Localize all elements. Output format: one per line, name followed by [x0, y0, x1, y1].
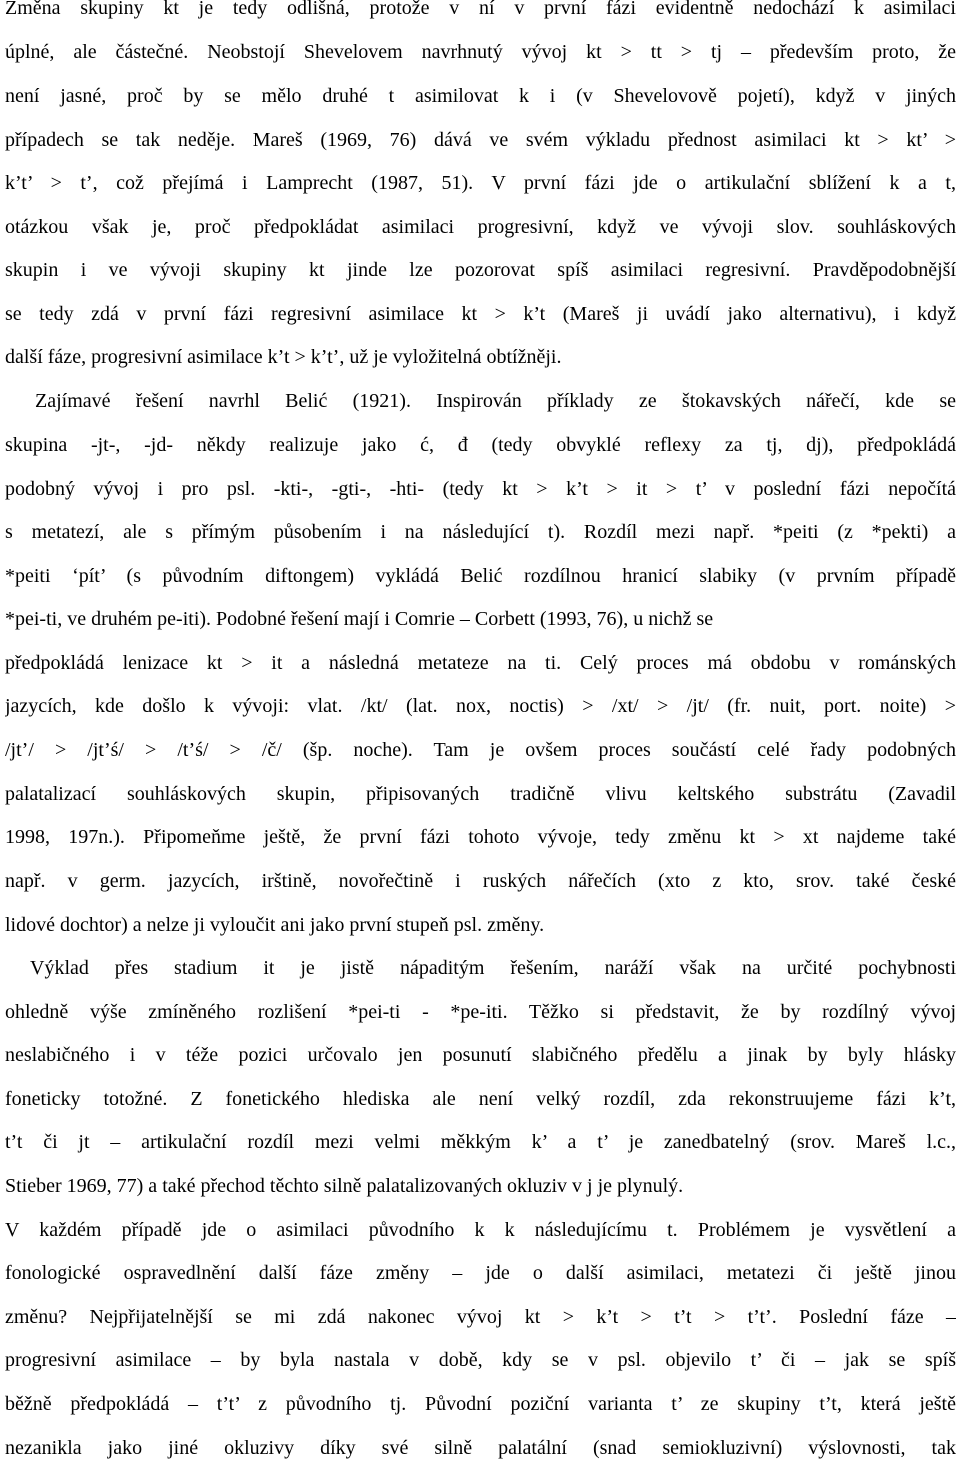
text-line: neslabičného i v téže pozici určovalo jen posunutí slabičného předělu a jinak by byly hlásky: [5, 1044, 956, 1066]
text-line: jazycích, kde došlo k vývoji: vlat. /kt/ (lat. nox, noctis) > /xt/ > /jt/ (fr. nuit, port. noite) >: [5, 695, 956, 717]
text-line: se tedy zdá v první fázi regresivní asimilace kt > k’t (Mareš ji uvádí jako alternativu), i když: [5, 303, 956, 325]
text-line: t’t či jt – artikulační rozdíl mezi velmi měkkým k’ a t’ je zanedbatelný (srov. Mareš l.c.,: [5, 1131, 956, 1153]
text-line: změnu? Nejpřijatelnější se mi zdá nakonec vývoj kt > k’t > t’t > t’t’. Poslední fáze –: [5, 1306, 956, 1328]
text-line: nezanikla jako jiné okluzivy díky své silně palatální (snad semiokluzivní) výslovnosti, tak: [5, 1437, 956, 1459]
text-line: foneticky totožné. Z fonetického hlediska ale není velký rozdíl, zda rekonstruujeme fázi k’t,: [5, 1088, 956, 1110]
text-line: progresivní asimilace – by byla nastala v době, kdy se v psl. objevilo t’ či – jak se spíš: [5, 1349, 956, 1371]
text-line: lidové dochtor) a nelze ji vyloučit ani jako první stupeň psl. změny.: [5, 914, 545, 936]
text-line: podobný vývoj i pro psl. -kti-, -gti-, -hti- (tedy kt > k’t > it > t’ v poslední fázi nepočítá: [5, 478, 956, 500]
text-line: fonologické ospravedlnění další fáze změny – jde o další asimilaci, metatezi či ještě jinou: [5, 1262, 956, 1284]
text-line: Stieber 1969, 77) a také přechod těchto silně palatalizovaných okluziv v j je plynulý.: [5, 1175, 684, 1197]
text-line: předpokládá lenizace kt > it a následná metateze na ti. Celý proces má obdobu v románských: [5, 652, 956, 674]
text-line: 1998, 197n.). Připomeňme ještě, že první fázi tohoto vývoje, tedy změnu kt > xt najdeme také: [5, 826, 956, 848]
text-line: skupina -jt-, -jd- někdy realizuje jako ć, đ (tedy obvyklé reflexy za tj, dj), předpokládá: [5, 434, 956, 456]
paragraph-start-line: Zajímavé řešení navrhl Belić (1921). Inspirován příklady ze štokavských nářečí, kde se: [35, 390, 956, 412]
text-line: není jasné, proč by se mělo druhé t asimilovat k i (v Shevelovově pojetí), když v jiných: [5, 85, 956, 107]
paragraph-start-line: Výklad přes stadium it je jistě nápaditým řešením, naráží však na určité pochybnosti: [30, 957, 956, 979]
paragraph-start-line: V každém případě jde o asimilaci původního k k následujícímu t. Problémem je vysvětlení a: [5, 1219, 956, 1241]
text-line: běžně předpokládá – t’t’ z původního tj. Původní poziční varianta t’ ze skupiny t’t, která ještě: [5, 1393, 956, 1415]
text-line: palatalizací souhláskových skupin, připisovaných tradičně vlivu keltského substrátu (Zavadil: [5, 783, 956, 805]
text-line: /jt’/ > /jt’ś/ > /t’ś/ > /č/ (šp. noche). Tam je ovšem proces součástí celé řady podobných: [5, 739, 956, 761]
text-line: *pei-ti, ve druhém pe-iti). Podobné řešení mají i Comrie – Corbett (1993, 76), u nichž se: [5, 608, 714, 630]
text-line: otázkou však je, proč předpokládat asimilaci progresivní, když ve vývoji slov. souhláskových: [5, 216, 956, 238]
text-line: např. v germ. jazycích, irštině, novořečtině i ruských nářečích (xto z kto, srov. také české: [5, 870, 956, 892]
text-line: úplné, ale částečné. Neobstojí Shevelovem navrhnutý vývoj kt > tt > tj – především proto, že: [5, 41, 956, 63]
text-line: s metatezí, ale s přímým působením i na následující t). Rozdíl mezi např. *peiti (z *pekti) a: [5, 521, 956, 543]
text-line: ohledně výše zmíněného rozlišení *pei-ti - *pe-iti. Těžko si představit, že by rozdílný vývoj: [5, 1001, 956, 1023]
text-line: k’t’ > t’, což přejímá i Lamprecht (1987, 51). V první fázi jde o artikulační sblížení k a t,: [5, 172, 956, 194]
text-line: další fáze, progresivní asimilace k’t > k’t’, už je vyložitelná obtížněji.: [5, 346, 562, 368]
text-line: Změna skupiny kt je tedy odlišná, protože v ní v první fázi evidentně nedochází k asimilaci: [5, 0, 956, 19]
text-line: případech se tak neděje. Mareš (1969, 76) dává ve svém výkladu přednost asimilaci kt > kt’ >: [5, 129, 956, 151]
text-line: *peiti ‘pít’ (s původním diftongem) vykládá Belić rozdílnou hranicí slabiky (v prvním případě: [5, 565, 956, 587]
text-line: skupin i ve vývoji skupiny kt jinde lze pozorovat spíš asimilaci regresivní. Pravděpodobnější: [5, 259, 956, 281]
